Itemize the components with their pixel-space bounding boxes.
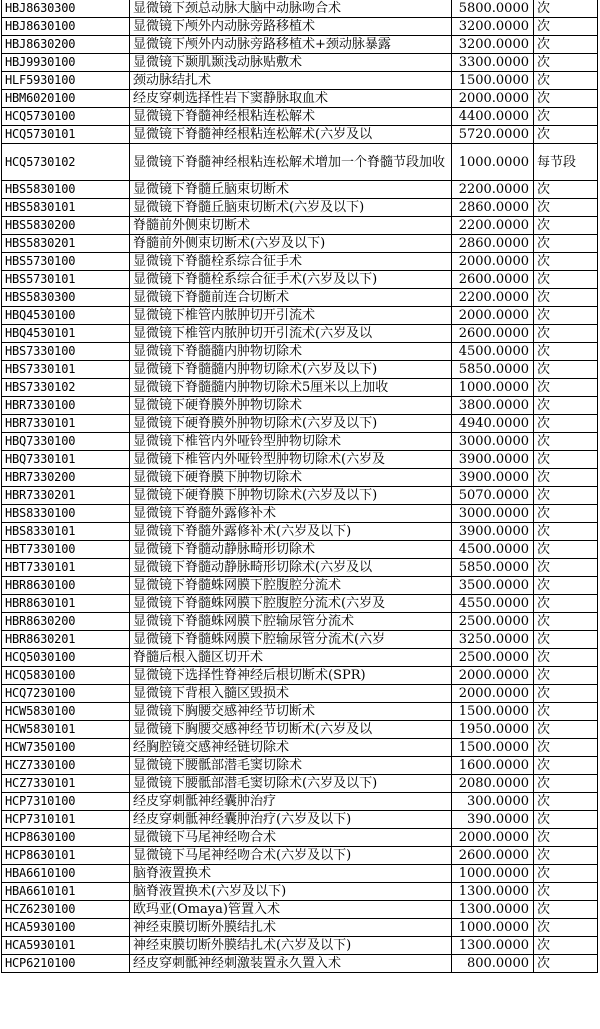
item-price-cell: 2860.0000 — [452, 235, 534, 253]
item-code-cell: HBQ4530101 — [2, 325, 130, 343]
table-row — [2, 577, 598, 595]
table-row — [2, 595, 598, 613]
table-row — [2, 235, 598, 253]
item-code-cell: HCQ5030100 — [2, 649, 130, 667]
item-unit-cell: 次 — [534, 307, 598, 325]
item-unit-cell: 次 — [534, 955, 598, 973]
item-unit-cell: 次 — [534, 415, 598, 433]
table-row — [2, 18, 598, 36]
item-name-cell: 显微镜下胸腰交感神经节切断术 — [130, 703, 452, 721]
item-name-cell: 颈动脉结扎术 — [130, 72, 452, 90]
table-row — [2, 433, 598, 451]
item-name-cell: 显微镜下椎管内外哑铃型肿物切除术 — [130, 433, 452, 451]
item-code-cell: HCP8630101 — [2, 847, 130, 865]
table-row — [2, 937, 598, 955]
item-code-cell: HBJ8630300 — [2, 0, 130, 18]
item-unit-cell: 次 — [534, 253, 598, 271]
table-row — [2, 541, 598, 559]
item-unit-cell: 次 — [534, 631, 598, 649]
item-price-cell: 1000.0000 — [452, 865, 534, 883]
table-row — [2, 703, 598, 721]
item-price-cell: 1500.0000 — [452, 703, 534, 721]
item-code-cell: HCQ5730100 — [2, 108, 130, 126]
item-unit-cell: 次 — [534, 361, 598, 379]
table-row — [2, 253, 598, 271]
item-name-cell: 脑脊液置换术(六岁及以下) — [130, 883, 452, 901]
item-price-cell: 5850.0000 — [452, 361, 534, 379]
item-name-cell: 脑脊液置换术 — [130, 865, 452, 883]
table-row — [2, 847, 598, 865]
item-name-cell: 经皮穿刺骶神经囊肿治疗 — [130, 793, 452, 811]
item-unit-cell: 次 — [534, 775, 598, 793]
item-name-cell: 显微镜下脊髓蛛网膜下腔输尿管分流术 — [130, 613, 452, 631]
item-code-cell: HCQ7230100 — [2, 685, 130, 703]
item-code-cell: HCW5830100 — [2, 703, 130, 721]
table-row — [2, 415, 598, 433]
item-unit-cell: 次 — [534, 523, 598, 541]
item-price-cell: 2600.0000 — [452, 325, 534, 343]
item-unit-cell: 次 — [534, 829, 598, 847]
table-row — [2, 199, 598, 217]
item-code-cell: HCQ5730101 — [2, 126, 130, 144]
item-unit-cell: 次 — [534, 469, 598, 487]
item-name-cell: 显微镜下脊髓动静脉畸形切除术(六岁及以 — [130, 559, 452, 577]
item-code-cell: HCQ5830100 — [2, 667, 130, 685]
item-name-cell: 显微镜下脊髓动静脉畸形切除术 — [130, 541, 452, 559]
item-name-cell: 显微镜下脊髓髓内肿物切除术(六岁及以下) — [130, 361, 452, 379]
item-unit-cell: 次 — [534, 379, 598, 397]
item-code-cell: HBS7330102 — [2, 379, 130, 397]
item-name-cell: 显微镜下脊髓髓内肿物切除术 — [130, 343, 452, 361]
table-row — [2, 271, 598, 289]
table-row — [2, 379, 598, 397]
item-code-cell: HBS5830100 — [2, 181, 130, 199]
item-name-cell: 显微镜下脊髓髓内肿物切除术5厘米以上加收 — [130, 379, 452, 397]
table-row — [2, 649, 598, 667]
item-code-cell: HBJ8630200 — [2, 36, 130, 54]
item-name-cell: 显微镜下脊髓蛛网膜下腔腹腔分流术 — [130, 577, 452, 595]
item-unit-cell: 次 — [534, 271, 598, 289]
table-row — [2, 487, 598, 505]
table-row — [2, 919, 598, 937]
table-row — [2, 307, 598, 325]
table-row — [2, 631, 598, 649]
item-name-cell: 显微镜下胸腰交感神经节切断术(六岁及以 — [130, 721, 452, 739]
item-price-cell: 4940.0000 — [452, 415, 534, 433]
item-name-cell: 显微镜下背根入髓区毁损术 — [130, 685, 452, 703]
item-unit-cell: 次 — [534, 667, 598, 685]
table-row — [2, 451, 598, 469]
table-row — [2, 325, 598, 343]
item-code-cell: HCZ7330100 — [2, 757, 130, 775]
item-price-cell: 3000.0000 — [452, 505, 534, 523]
item-name-cell: 经皮穿刺骶神经囊肿治疗(六岁及以下) — [130, 811, 452, 829]
table-row — [2, 0, 598, 18]
item-unit-cell: 次 — [534, 937, 598, 955]
item-price-cell: 1000.0000 — [452, 379, 534, 397]
item-unit-cell: 次 — [534, 54, 598, 72]
item-price-cell: 4550.0000 — [452, 595, 534, 613]
item-code-cell: HBJ9930100 — [2, 54, 130, 72]
item-unit-cell: 每节段 — [534, 144, 598, 181]
table-row — [2, 144, 598, 181]
item-price-cell: 5800.0000 — [452, 0, 534, 18]
table-row — [2, 397, 598, 415]
item-unit-cell: 次 — [534, 595, 598, 613]
item-unit-cell: 次 — [534, 703, 598, 721]
item-code-cell: HBS5830200 — [2, 217, 130, 235]
item-price-cell: 3900.0000 — [452, 523, 534, 541]
table-row — [2, 72, 598, 90]
item-price-cell: 2000.0000 — [452, 307, 534, 325]
item-name-cell: 显微镜下马尾神经吻合术(六岁及以下) — [130, 847, 452, 865]
item-code-cell: HLF5930100 — [2, 72, 130, 90]
item-price-cell: 3900.0000 — [452, 451, 534, 469]
table-row — [2, 289, 598, 307]
item-code-cell: HCW5830101 — [2, 721, 130, 739]
table-row — [2, 217, 598, 235]
item-price-cell: 5070.0000 — [452, 487, 534, 505]
item-unit-cell: 次 — [534, 36, 598, 54]
item-price-cell: 300.0000 — [452, 793, 534, 811]
table-row — [2, 36, 598, 54]
table-row — [2, 829, 598, 847]
item-price-cell: 5720.0000 — [452, 126, 534, 144]
item-unit-cell: 次 — [534, 865, 598, 883]
item-price-cell: 1300.0000 — [452, 937, 534, 955]
item-price-cell: 1600.0000 — [452, 757, 534, 775]
item-name-cell: 显微镜下脊髓神经根粘连松解术增加一个脊髓节段加收 — [130, 144, 452, 181]
item-price-cell: 2200.0000 — [452, 217, 534, 235]
item-code-cell: HBQ4530100 — [2, 307, 130, 325]
item-unit-cell: 次 — [534, 577, 598, 595]
item-name-cell: 显微镜下颞肌颞浅动脉贴敷术 — [130, 54, 452, 72]
item-unit-cell: 次 — [534, 811, 598, 829]
table-row — [2, 721, 598, 739]
item-unit-cell: 次 — [534, 217, 598, 235]
item-name-cell: 显微镜下马尾神经吻合术 — [130, 829, 452, 847]
item-code-cell: HBS5730101 — [2, 271, 130, 289]
item-unit-cell: 次 — [534, 541, 598, 559]
item-code-cell: HBQ7330100 — [2, 433, 130, 451]
table-row — [2, 343, 598, 361]
item-price-cell: 1300.0000 — [452, 901, 534, 919]
item-name-cell: 显微镜下脊髓外露修补术 — [130, 505, 452, 523]
item-code-cell: HBR8630200 — [2, 613, 130, 631]
item-unit-cell: 次 — [534, 847, 598, 865]
item-price-cell: 3000.0000 — [452, 433, 534, 451]
item-code-cell: HCA5930100 — [2, 919, 130, 937]
item-name-cell: 显微镜下选择性脊神经后根切断术(SPR) — [130, 667, 452, 685]
table-row — [2, 108, 598, 126]
item-price-cell: 2000.0000 — [452, 90, 534, 108]
item-unit-cell: 次 — [534, 181, 598, 199]
item-unit-cell: 次 — [534, 685, 598, 703]
item-code-cell: HCQ5730102 — [2, 144, 130, 181]
item-price-cell: 3200.0000 — [452, 36, 534, 54]
item-name-cell: 显微镜下脊髓前连合切断术 — [130, 289, 452, 307]
item-unit-cell: 次 — [534, 919, 598, 937]
item-name-cell: 显微镜下硬脊膜下肿物切除术 — [130, 469, 452, 487]
item-name-cell: 显微镜下脊髓丘脑束切断术 — [130, 181, 452, 199]
item-unit-cell: 次 — [534, 901, 598, 919]
item-unit-cell: 次 — [534, 18, 598, 36]
item-name-cell: 显微镜下脊髓蛛网膜下腔输尿管分流术(六岁 — [130, 631, 452, 649]
item-code-cell: HBS5830101 — [2, 199, 130, 217]
item-price-cell: 1000.0000 — [452, 919, 534, 937]
item-code-cell: HBS8330100 — [2, 505, 130, 523]
item-price-cell: 4500.0000 — [452, 541, 534, 559]
item-unit-cell: 次 — [534, 235, 598, 253]
item-code-cell: HBR7330100 — [2, 397, 130, 415]
item-name-cell: 显微镜下脊髓外露修补术(六岁及以下) — [130, 523, 452, 541]
item-name-cell: 脊髓前外侧束切断术(六岁及以下) — [130, 235, 452, 253]
table-row — [2, 469, 598, 487]
item-name-cell: 显微镜下硬脊膜外肿物切除术 — [130, 397, 452, 415]
table-row — [2, 739, 598, 757]
item-price-cell: 2080.0000 — [452, 775, 534, 793]
item-name-cell: 经胸腔镜交感神经链切除术 — [130, 739, 452, 757]
item-price-cell: 1300.0000 — [452, 883, 534, 901]
item-name-cell: 显微镜下腰骶部潜毛窦切除术(六岁及以下) — [130, 775, 452, 793]
item-price-cell: 1500.0000 — [452, 739, 534, 757]
item-unit-cell: 次 — [534, 721, 598, 739]
item-unit-cell: 次 — [534, 126, 598, 144]
item-price-cell: 2600.0000 — [452, 271, 534, 289]
item-price-cell: 4500.0000 — [452, 343, 534, 361]
table-row — [2, 523, 598, 541]
item-unit-cell: 次 — [534, 559, 598, 577]
fee-schedule-table — [1, 0, 598, 973]
item-price-cell: 2200.0000 — [452, 289, 534, 307]
item-price-cell: 2000.0000 — [452, 253, 534, 271]
table-row — [2, 613, 598, 631]
item-code-cell: HBS5830300 — [2, 289, 130, 307]
item-price-cell: 2860.0000 — [452, 199, 534, 217]
item-unit-cell: 次 — [534, 505, 598, 523]
table-row — [2, 361, 598, 379]
item-code-cell: HBR7330101 — [2, 415, 130, 433]
item-unit-cell: 次 — [534, 343, 598, 361]
item-name-cell: 脊髓后根入髓区切开术 — [130, 649, 452, 667]
item-price-cell: 1950.0000 — [452, 721, 534, 739]
item-unit-cell: 次 — [534, 325, 598, 343]
item-code-cell: HBS7330100 — [2, 343, 130, 361]
item-unit-cell: 次 — [534, 397, 598, 415]
item-unit-cell: 次 — [534, 72, 598, 90]
item-price-cell: 2000.0000 — [452, 829, 534, 847]
item-name-cell: 显微镜下椎管内外哑铃型肿物切除术(六岁及 — [130, 451, 452, 469]
item-name-cell: 欧玛亚(Omaya)管置入术 — [130, 901, 452, 919]
table-row — [2, 90, 598, 108]
item-name-cell: 神经束膜切断外膜结扎术(六岁及以下) — [130, 937, 452, 955]
item-code-cell: HBR8630101 — [2, 595, 130, 613]
item-name-cell: 经皮穿刺骶神经刺激装置永久置入术 — [130, 955, 452, 973]
item-name-cell: 经皮穿刺选择性岩下窦静脉取血术 — [130, 90, 452, 108]
item-price-cell: 3250.0000 — [452, 631, 534, 649]
item-price-cell: 390.0000 — [452, 811, 534, 829]
item-code-cell: HBT7330100 — [2, 541, 130, 559]
item-code-cell: HBA6610101 — [2, 883, 130, 901]
item-price-cell: 3300.0000 — [452, 54, 534, 72]
item-name-cell: 显微镜下硬脊膜下肿物切除术(六岁及以下) — [130, 487, 452, 505]
table-row — [2, 54, 598, 72]
item-price-cell: 2000.0000 — [452, 667, 534, 685]
item-code-cell: HCP6210100 — [2, 955, 130, 973]
item-name-cell: 神经束膜切断外膜结扎术 — [130, 919, 452, 937]
table-row — [2, 685, 598, 703]
table-row — [2, 667, 598, 685]
item-code-cell: HBR8630201 — [2, 631, 130, 649]
item-name-cell: 显微镜下颅外内动脉旁路移植术 — [130, 18, 452, 36]
item-price-cell: 3200.0000 — [452, 18, 534, 36]
item-price-cell: 3800.0000 — [452, 397, 534, 415]
table-row — [2, 865, 598, 883]
item-name-cell: 显微镜下腰骶部潜毛窦切除术 — [130, 757, 452, 775]
table-row — [2, 883, 598, 901]
item-code-cell: HCP7310101 — [2, 811, 130, 829]
item-code-cell: HBS8330101 — [2, 523, 130, 541]
item-name-cell: 显微镜下椎管内脓肿切开引流术 — [130, 307, 452, 325]
item-code-cell: HBR7330200 — [2, 469, 130, 487]
fee-schedule-body — [2, 0, 598, 973]
item-name-cell: 显微镜下脊髓栓系综合征手术(六岁及以下) — [130, 271, 452, 289]
item-code-cell: HCA5930101 — [2, 937, 130, 955]
item-name-cell: 显微镜下硬脊膜外肿物切除术(六岁及以下) — [130, 415, 452, 433]
item-price-cell: 2500.0000 — [452, 649, 534, 667]
item-unit-cell: 次 — [534, 757, 598, 775]
item-name-cell: 显微镜下脊髓神经根粘连松解术(六岁及以 — [130, 126, 452, 144]
item-name-cell: 显微镜下颈总动脉大脑中动脉吻合术 — [130, 0, 452, 18]
item-price-cell: 4400.0000 — [452, 108, 534, 126]
table-row — [2, 181, 598, 199]
item-price-cell: 1000.0000 — [452, 144, 534, 181]
item-name-cell: 显微镜下脊髓丘脑束切断术(六岁及以下) — [130, 199, 452, 217]
item-unit-cell: 次 — [534, 739, 598, 757]
item-name-cell: 显微镜下脊髓栓系综合征手术 — [130, 253, 452, 271]
item-unit-cell: 次 — [534, 90, 598, 108]
item-unit-cell: 次 — [534, 487, 598, 505]
item-price-cell: 2600.0000 — [452, 847, 534, 865]
item-unit-cell: 次 — [534, 793, 598, 811]
item-unit-cell: 次 — [534, 883, 598, 901]
item-code-cell: HCP8630100 — [2, 829, 130, 847]
item-code-cell: HBJ8630100 — [2, 18, 130, 36]
item-code-cell: HBR7330201 — [2, 487, 130, 505]
table-row — [2, 505, 598, 523]
item-code-cell: HBM6020100 — [2, 90, 130, 108]
item-code-cell: HBS5830201 — [2, 235, 130, 253]
item-code-cell: HCP7310100 — [2, 793, 130, 811]
item-code-cell: HBS5730100 — [2, 253, 130, 271]
item-price-cell: 2000.0000 — [452, 685, 534, 703]
item-code-cell: HCW7350100 — [2, 739, 130, 757]
table-row — [2, 126, 598, 144]
item-name-cell: 显微镜下脊髓神经根粘连松解术 — [130, 108, 452, 126]
table-row — [2, 793, 598, 811]
item-unit-cell: 次 — [534, 649, 598, 667]
item-unit-cell: 次 — [534, 108, 598, 126]
item-code-cell: HCZ6230100 — [2, 901, 130, 919]
table-row — [2, 901, 598, 919]
item-name-cell: 显微镜下脊髓蛛网膜下腔腹腔分流术(六岁及 — [130, 595, 452, 613]
item-code-cell: HBS7330101 — [2, 361, 130, 379]
table-row — [2, 811, 598, 829]
table-row — [2, 757, 598, 775]
item-price-cell: 3900.0000 — [452, 469, 534, 487]
item-code-cell: HCZ7330101 — [2, 775, 130, 793]
item-code-cell: HBA6610100 — [2, 865, 130, 883]
item-unit-cell: 次 — [534, 199, 598, 217]
item-code-cell: HBR8630100 — [2, 577, 130, 595]
item-price-cell: 2200.0000 — [452, 181, 534, 199]
item-price-cell: 1500.0000 — [452, 72, 534, 90]
item-name-cell: 脊髓前外侧束切断术 — [130, 217, 452, 235]
item-unit-cell: 次 — [534, 0, 598, 18]
table-row — [2, 955, 598, 973]
item-price-cell: 5850.0000 — [452, 559, 534, 577]
item-price-cell: 800.0000 — [452, 955, 534, 973]
table-row — [2, 775, 598, 793]
item-name-cell: 显微镜下椎管内脓肿切开引流术(六岁及以 — [130, 325, 452, 343]
item-unit-cell: 次 — [534, 613, 598, 631]
item-unit-cell: 次 — [534, 289, 598, 307]
item-price-cell: 2500.0000 — [452, 613, 534, 631]
item-code-cell: HBT7330101 — [2, 559, 130, 577]
item-unit-cell: 次 — [534, 451, 598, 469]
item-unit-cell: 次 — [534, 433, 598, 451]
item-price-cell: 3500.0000 — [452, 577, 534, 595]
item-name-cell: 显微镜下颅外内动脉旁路移植术+颈动脉暴露 — [130, 36, 452, 54]
item-code-cell: HBQ7330101 — [2, 451, 130, 469]
table-row — [2, 559, 598, 577]
